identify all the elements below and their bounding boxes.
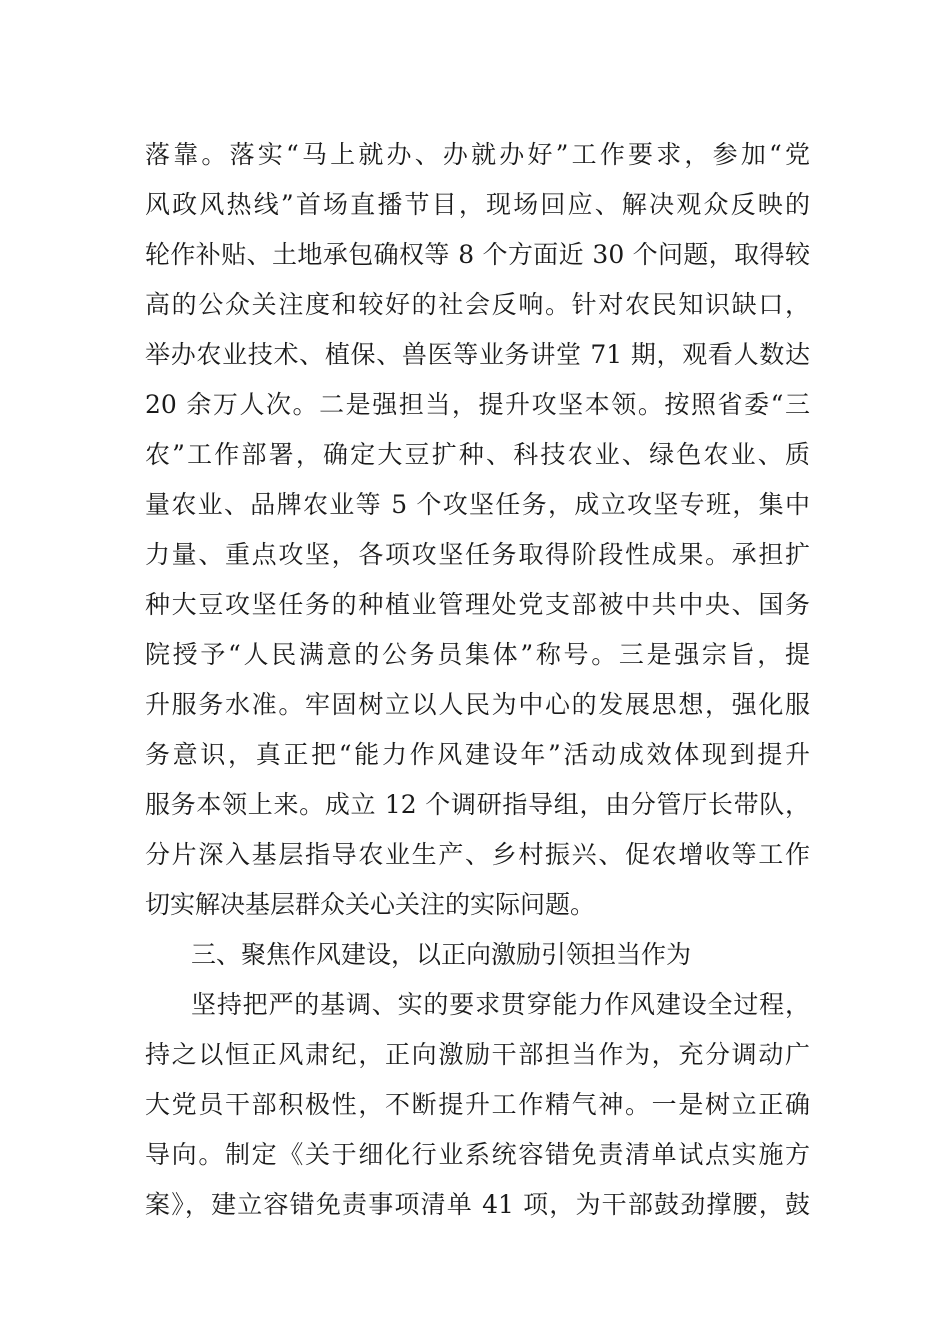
text-line-7: 农”工作部署，确定大豆扩种、科技农业、绿色农业、质 xyxy=(145,440,810,469)
text-line-5: 举办农业技术、植保、兽医等业务讲堂 71 期，观看人数达 xyxy=(145,340,810,369)
text-line-10: 种大豆攻坚任务的种植业管理处党支部被中共中央、国务 xyxy=(145,590,810,619)
text-line-4: 高的公众关注度和较好的社会反响。针对农民知识缺口， xyxy=(145,290,810,319)
text-line-20: 大党员干部积极性，不断提升工作精气神。一是树立正确 xyxy=(145,1090,810,1119)
text-line-19: 持之以恒正风肃纪，正向激励干部担当作为，充分调动广 xyxy=(145,1040,810,1069)
text-line-22: 案》，建立容错免责事项清单 41 项，为干部鼓劲撑腰，鼓 xyxy=(145,1190,810,1219)
text-line-18: 坚持把严的基调、实的要求贯穿能力作风建设全过程， xyxy=(191,990,810,1019)
text-line-12: 升服务水准。牢固树立以人民为中心的发展思想，强化服 xyxy=(145,690,810,719)
text-line-21: 导向。制定《关于细化行业系统容错免责清单试点实施方 xyxy=(145,1140,810,1169)
text-line-3: 轮作补贴、土地承包确权等 8 个方面近 30 个问题，取得较 xyxy=(145,240,810,269)
text-line-1: 落靠。落实“马上就办、办就办好”工作要求，参加“党 xyxy=(145,140,810,169)
section-heading: 三、聚焦作风建设，以正向激励引领担当作为 xyxy=(191,940,692,969)
text-line-13: 务意识，真正把“能力作风建设年”活动成效体现到提升 xyxy=(145,740,810,769)
text-line-11: 院授予“人民满意的公务员集体”称号。三是强宗旨，提 xyxy=(145,640,810,669)
text-line-15: 分片深入基层指导农业生产、乡村振兴、促农增收等工作 xyxy=(145,840,810,869)
text-line-8: 量农业、品牌农业等 5 个攻坚任务，成立攻坚专班，集中 xyxy=(145,490,810,519)
text-line-16: 切实解决基层群众关心关注的实际问题。 xyxy=(145,890,596,919)
text-line-9: 力量、重点攻坚，各项攻坚任务取得阶段性成果。承担扩 xyxy=(145,540,810,569)
text-line-2: 风政风热线”首场直播节目，现场回应、解决观众反映的 xyxy=(145,190,810,219)
text-line-14: 服务本领上来。成立 12 个调研指导组，由分管厅长带队， xyxy=(145,790,810,819)
text-line-6: 20 余万人次。二是强担当，提升攻坚本领。按照省委“三 xyxy=(145,390,810,419)
body-text xyxy=(145,130,810,1230)
